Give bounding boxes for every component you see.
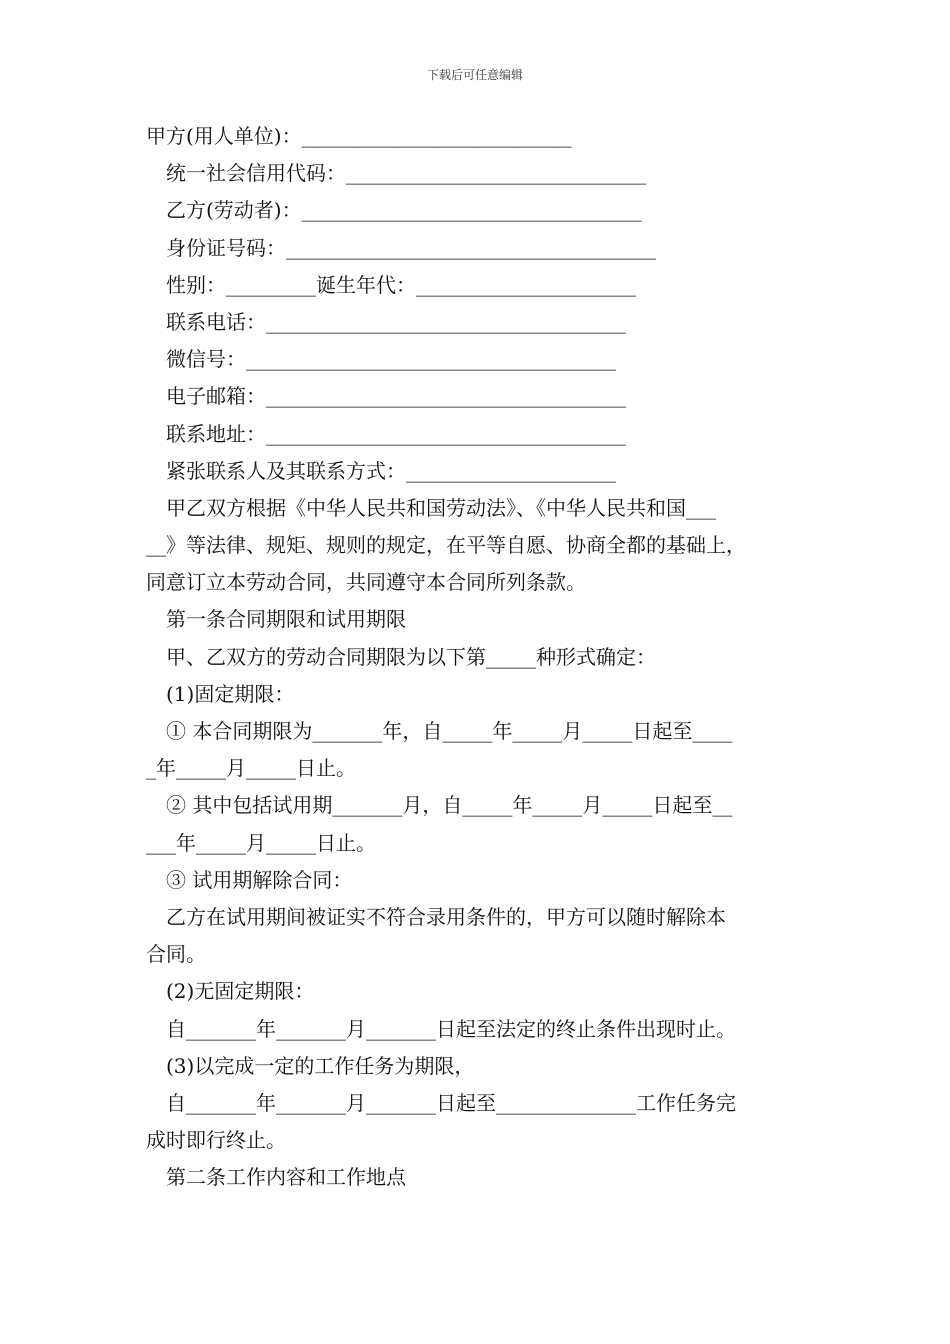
contract-line: 甲方(用人单位)：___________________________ [146,124,572,148]
contract-line: 第一条合同期限和试用期限 [166,607,406,632]
contract-line: 联系地址：____________________________________ [166,421,626,446]
contract-line: 性别：_________诞生年代：______________________ [166,272,636,297]
contract-line: 甲乙双方根据《中华人民共和国劳动法》、《中华人民共和国___ [166,495,716,520]
contract-line: ___年_____月_____日止。 [146,830,376,855]
contract-line: (3)以完成一定的工作任务为期限， [166,1053,475,1078]
contract-line: 乙方(劳动者)：__________________________________ [166,198,642,223]
contract-line: __》等法律、规矩、规则的规定，在平等自愿、协商全都的基础上， [146,533,746,558]
contract-line: 乙方在试用期间被证实不符合录用条件的，甲方可以随时解除本 [166,904,726,929]
contract-line: (1)固定期限： [166,681,295,706]
contract-line: 电子邮箱：____________________________________ [166,384,626,409]
contract-line: 紧张联系人及其联系方式：_____________________ [166,458,616,483]
contract-line: 自_______年_______月_______日起至______________工作任务完 [166,1090,736,1115]
contract-line: ② 其中包括试用期_______月，自_____年_____月_____日起至__ [166,793,733,818]
contract-line: 甲、乙双方的劳动合同期限为以下第_____种形式确定： [166,644,656,669]
contract-line: 联系电话：____________________________________ [166,309,626,334]
contract-line: 身份证号码：_____________________________________ [166,235,656,260]
contract-line: 自_______年_______月_______日起至法定的终止条件出现时止。 [166,1016,736,1041]
contract-line: ③ 试用期解除合同： [166,867,353,892]
contract-line: 统一社会信用代码：______________________________ [166,161,646,186]
contract-line: (2)无固定期限： [166,979,315,1004]
contract-line: ① 本合同期限为_______年，自_____年_____月_____日起至____ [166,719,733,743]
contract-line: 同意订立本劳动合同，共同遵守本合同所列条款。 [146,570,586,595]
contract-body [146,118,810,1196]
contract-line: 第二条工作内容和工作地点 [166,1165,406,1190]
header-note: 下载后可任意编辑 [426,68,523,82]
contract-line: 微信号：_____________________________________ [166,347,616,372]
contract-line: 成时即行终止。 [146,1128,286,1153]
contract-line: 合同。 [146,942,206,967]
contract-line: _年_____月_____日止。 [146,756,356,781]
